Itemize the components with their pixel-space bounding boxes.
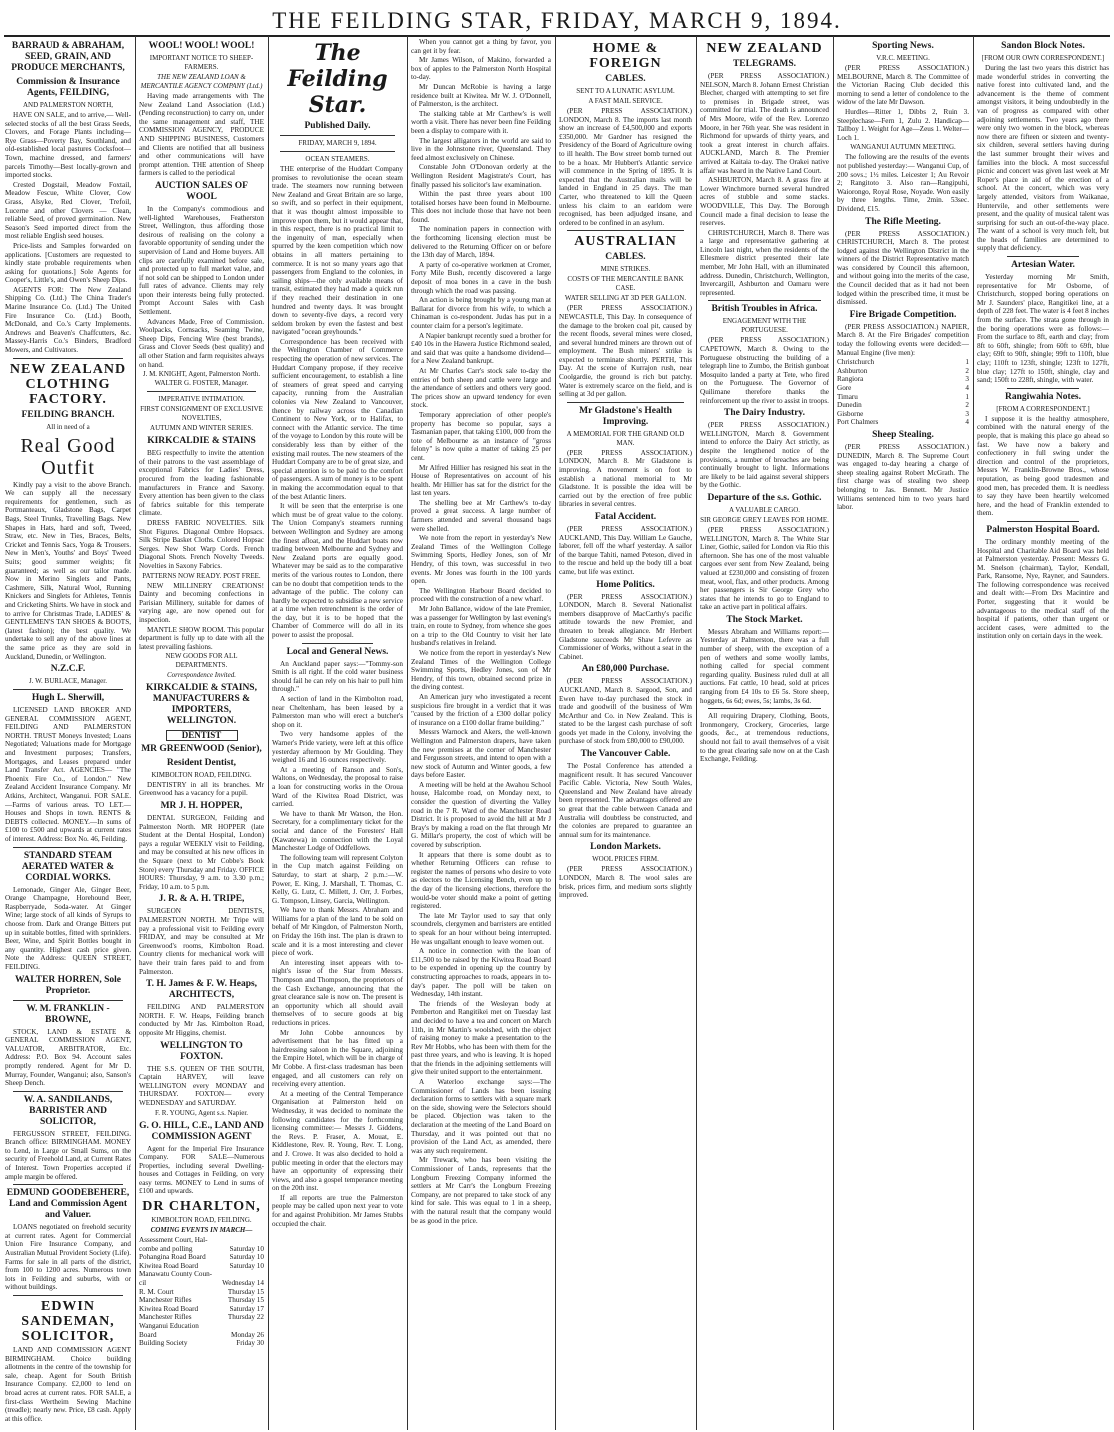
divider (708, 708, 821, 709)
wanganui-autumn-sub: WANGANUI AUTUMN MEETING. (850, 143, 956, 152)
column-divider (135, 36, 136, 1430)
dairy-heading: The Dairy Industry. (723, 408, 806, 419)
palmerston-sub: AND PALMERSTON NORTH, (22, 101, 113, 109)
news-item: The shelling bee at Mr Carthew's to-day proved a great success. A large number of farmers attended and several thousand bags were shelled. (411, 498, 551, 533)
event-day-date: Saturday 10 (229, 1244, 264, 1253)
brigade-name: Timaru (837, 392, 858, 401)
charlton-heading: DR CHARLTON, (142, 1199, 261, 1215)
news-item: A section of land in the Kimbolton road, near Cheltenham, has been leased by a Palmerston man who will erect a butcher's shop on it. (272, 695, 403, 729)
event-row (139, 1322, 264, 1331)
news-item: The nomination papers in connection with the forthcoming licensing election must be delivered to the Returning Officer on or before the 13th day of March, 1894. (411, 225, 551, 260)
news-item: The stalking table at Mr Carthew's is well worth a visit. There has never been fine Feilding been a display to compare with it. (411, 109, 551, 135)
cash-exchange-notice: All requiring Drapery, Clothing, Boots, Ironmongery, Crockery, Groceries, large goods, &c., at tremendous reductions, should not fail to avail themselves of a visit to the great clearing sale now on at the Cash Exchange, Feilding. (700, 712, 829, 764)
london-markets-heading: London Markets. (590, 842, 661, 853)
gothic-departure-heading: Departure of the s.s. Gothic. (707, 492, 822, 503)
sandeman-body: LAND AND COMMISSION AGENT BIRMINGHAM. Choice building allotments in the centre of the township for sale, cheap. Agent for South British Insurance Company. £2,000 to lend on broad acres at current rates. FOR SALE, a first-class Wertheim Sewing Machine (treadle); nearly new. Price, £8 cash. Apply at this office. (5, 1346, 131, 1423)
sporting-heading: Sporting News. (872, 41, 934, 51)
column-divider (973, 36, 974, 1430)
hill-body: Agent for the Imperial Fire Insurance Company. FOR SALE—Numerous Properties, including several Dwelling-houses and Cottages in Feilding, on very easy terms. MONEY to Lend in sums of £100 and upwards. (139, 1144, 264, 1196)
mcknight-signature: J. M. KNIGHT, Agent, Palmerston North. WALTER G. FOSTER, Manager. (142, 370, 261, 388)
news-item: We have to thank Mr Watson, the Hon. Secretary, for a complimentary ticket for the social and dance of the Foresters' Hall (Kawatewa) in connection with the Loyal Manchester Lodge of Oddfellows. (272, 809, 403, 853)
wanganui-body: The following are the results of the events not published yesterday:— Wanganui Cup, of 200 sovs.; 1½ miles. Leicester 1; Au Revoir 2; Rangitoto 3. Also ran—Rangipuhi, Waiorongo, Royal Rose, Noyade. Won easily by three lengths. Time, 2min. 53sec. Dividend, £15. (837, 153, 969, 213)
hopper-body: DENTAL SURGEON, Feilding and Palmerston North. MR HOPPER (late Student at the Dental Hospital, London) pays a regular WEEKLY visit to Feilding, and may be consulted at his new offices in the Square (next to Mr Cobbe's Book Store) every Thursday and Friday. OFFICE HOURS: Thursday, 9 a.m. to 3.30 p.m.; Friday, 10 a.m. to 5 p.m. (139, 814, 264, 891)
brigade-name: Christchurch (837, 358, 875, 367)
bank-costs: COSTS OF THE MERCANTILE BANK CASE. (567, 275, 684, 293)
news-item: Mr Duncan McRobie is having a large residence built at Kiwitea. Mr W. J. O'Donnell, of Palmerston, is the architect. (411, 82, 551, 109)
event-day-date: Saturday 17 (229, 1304, 264, 1313)
news-item: We have to thank Messrs. Abraham and Williams for a plan of the land to be sold on behalf of Mr Kingdon, of Palmerston North, on Friday the 16th inst. The plan is drawn to scale and it is a most interesting and clever piece of work. (272, 906, 403, 958)
news-item: At Mr Charles Carr's stock sale to-day the entries of both sheep and cattle were large and the attendance of settlers and others very good. The prices show an upward tendency for even stock. (411, 366, 551, 410)
news-item: Constable John O'Donovan orderly at the Wellington Resident Magistrate's Court, has finally passed his solicitor's law examination. (411, 163, 551, 189)
coming-events-heading: COMING EVENTS IN MARCH— (150, 1226, 253, 1235)
fire-result-row (837, 367, 969, 376)
brigade-name: Gisborne (837, 409, 864, 418)
tripe-body: SURGEON DENTISTS, PALMERSTON NORTH. Mr Tripe will pay a professional visit to Feilding every FRIDAY, and may be consulted at Mr Greenwood's rooms, Kimbolton Road. Country clients for mechanical work will have their train fares paid to and from Palmerston. (139, 907, 264, 976)
column-divider (407, 36, 408, 1430)
column-3-editorial (272, 38, 403, 1430)
home-foreign-body: (PER PRESS ASSOCIATION.) LONDON, March 8. The imports last month show an increase of £4,500,000 and exports £350,000. Mr Gardner has resigned the Presidency of the Board of Agriculture owing to ill health. The Bow street bomb turned out to be a hoax. Mr Hubbert's Atlantic service will commence in the Spring of 1895. It is expected that the Australian mails will be landed in England in 25 days. The man Carter, who threatened to kill the Queen unless his claim to an earldom were recognised, has been adjudged insane, and ordered to be confined in an asylum. (559, 107, 692, 227)
event-name: Kiwitea Road Board (139, 1304, 199, 1313)
divider (567, 230, 684, 231)
kirkcaldie-footer: KIRKCALDIE & STAINS, MANUFACTURERS & IMPORTERS, WELLINGTON. (146, 683, 257, 727)
horren-heading: WALTER HORREN, Sole Proprietor. (14, 974, 122, 996)
news-item: Mr Trewark, who has been visiting the Commissioner of Lands, represents that the Longburn Freezing Company informed the settlers at Mr Carr's the Longburn Freezing Company, are not prepared to take stock of any kind for sale. This was equal to 1 in a sheep, with the natural result that the company would be as good in the price. (411, 1156, 551, 1225)
event-day-date: Thursday 22 (227, 1313, 264, 1322)
news-item: Messrs Warnock and Akers, the well-known Wellington and Palmerston drapers, have taken the new premises at the corner of Manchester and Fergusson streets, and intend to open with a new stock of Autumn and Winter goods, a few days before Easter. (411, 728, 551, 780)
ashburton-telegram: ASHBURTON, March 8. A grass fire at Lower Winchmore burned several hundred acres of stubble and some stacks. WOODVILLE, This Day. The Borough Council made a final decision to lease the reserves. (700, 176, 829, 228)
outfit-body: Kindly pay a visit to the above Branch. We can supply all the necessary requirements for gentlemen, such as Portmanteaux, Gladstone Bags, Carpet Bags, Steel Trunks, Travelling Bags. New Shapes in Hats, hard and soft, Tweed, Straw, etc. New in Ties, Braces, Belts, Cricket and Tennis Sacs, Yoga & Trousers. New in Men's, Youths' and Boys' Tweed Suits; good summer weights; fit guaranteed; as well as our tailor made. Now in Merino Singlets and Pants, Cashmere, Silk, Natural Wool, Running Knickers and Singlets for Athletes, Tennis and Cricketing Shirts. We have in stock and to arrive for Christmas Trade, LADIES' & GENTLEMEN'S TAN SHOES & BOOTS, (latest fashion); the best quality. We undertake to sell any of the above lines at the same price as they are sold in Auckland, Dunedin, or Wellington. (5, 480, 131, 661)
news-item: An interesting inset appears with to-night's issue of the Star from Messrs. Thompson and Thompson, the proprietors of the Cash Exchange, announcing that the great clearance sale is now on. The present is an opportunity which all should avail themselves of to secure goods at big reductions in prices. (272, 958, 403, 1027)
news-item: It appears that there is some doubt as to whether Returning Officers can refuse to register the names of persons who desire to vote as electors to the Licensing Bench, even up to the day of the licensing elections, therefore the would-be voter should make a point of getting registered. (411, 850, 551, 911)
column-divider (696, 36, 697, 1430)
issue-date: FRIDAY, MARCH 9, 1894. (298, 139, 377, 147)
water-selling: WATER SELLING AT 3D PER GALLON. (564, 294, 687, 303)
event-name: Building Society (139, 1339, 188, 1348)
event-name: R. M. Court (139, 1287, 174, 1296)
news-item: Mr John Ballance, widow of the late Premier, was a passenger for Wellington by last evening's train, en route to Sydney, from whence she goes on a trip to the Old Country to visit her late husband's relatives in Ireland. (411, 605, 551, 648)
sheep-stealing-heading: Sheep Stealing. (872, 429, 934, 440)
news-item: The Wellington Harbour Board decided to proceed with the construction of a new wharf. (411, 586, 551, 604)
wool-sub: IMPORTANT NOTICE TO SHEEP-FARMERS. (149, 54, 254, 71)
fast-mail-sub: A FAST MAIL SERVICE. (588, 97, 663, 105)
home-foreign-heading: HOME & FOREIGN (589, 41, 662, 71)
sir-george-sub: SIR GEORGE GREY LEAVES FOR HOME. (700, 515, 829, 524)
event-name: cil (139, 1279, 147, 1288)
telegrams-heading: TELEGRAMS. (732, 59, 797, 69)
event-row (139, 1279, 264, 1288)
divider (13, 847, 123, 848)
new-goods: NEW GOODS FOR ALL DEPARTMENTS. (165, 652, 238, 670)
column-1-advertisements (5, 38, 131, 1430)
newspaper-title: The Feilding Star. (287, 40, 388, 118)
divider (13, 689, 123, 690)
news-item: An American jury who investigated a recent suspicious fire brought in a verdict that it was "caused by the friction of a £300 dollar policy of insurance on a £100 dollar frame building." (411, 692, 551, 727)
gothic-departure-body: (PER PRESS ASSOCIATION.) WELLINGTON, March 8. The White Star Liner, Gothic, sailed for London via Rio this afternoon. She has one of the most valuable cargoes ever sent from New Zealand, being valued at £230,000 and consisting of frozen meat, wool, flax, and other products. Among her passengers is Sir George Grey who states that he intends to go to England to take an active part in political affairs. (700, 525, 829, 612)
event-name: Pohangina Road Board (139, 1253, 206, 1262)
gladstone-heading: Mr Gladstone's Health Improving. (579, 405, 672, 427)
wool-heading: WOOL! WOOL! WOOL! (148, 41, 255, 51)
vrc-sub: V.R.C. MEETING. (876, 54, 930, 62)
event-row (139, 1339, 264, 1348)
event-name: Wanganui Education (139, 1322, 199, 1330)
divider (708, 300, 821, 301)
event-row (139, 1262, 264, 1271)
australian-cables: CABLES. (605, 252, 646, 263)
published-daily: Published Daily. (304, 121, 371, 131)
divider (13, 1000, 123, 1001)
news-item: The largest alligators in the world are said to live in the Johnstone river, Queensland. They feed almost exclusively on Chinese. (411, 136, 551, 162)
event-day-date: Thursday 15 (227, 1287, 264, 1296)
divider (567, 402, 684, 403)
sandon-heading: Sandon Block Notes. (1001, 41, 1085, 51)
loan-body: Having made arrangements with The New Zealand Land Association (Ltd.) (Pending reconstruction) to carry on, under the same management and staff, THE COMMISSION AGENCY, PRODUCE AND SHIPPING BUSINESS, Customers and Clients are notified that all business and other communications will have prompt attention. THE attention of Sheep farmers is called to the periodical (139, 92, 264, 178)
event-row (139, 1331, 264, 1340)
goodebehere-heading: EDMUND GOODEBEHERE, Land and Commission Agent and Valuer. (6, 1188, 130, 1221)
imperative-heading: IMPERATIVE INTIMATION. (158, 395, 245, 404)
divider (13, 1184, 123, 1185)
event-row (139, 1236, 264, 1245)
news-item: An Auckland paper says:—"Tommy-son Smith is all right. If the cold water business should fail he can rely on his hair to pull him through." (272, 659, 403, 694)
brigade-place: 4 (965, 384, 969, 392)
vancouver-heading: The Vancouver Cable. (580, 749, 671, 760)
kirkcaldie-heading: KIRKCALDIE & STAINS (147, 436, 256, 447)
event-day-date: Saturday 10 (229, 1253, 264, 1262)
first-consignment: FIRST CONSIGNMENT OF EXCLUSIVE NOVELTIES, (140, 405, 263, 423)
event-name: Manawatu County Coun- (139, 1270, 213, 1279)
browne-body: STOCK, LAND & ESTATE & GENERAL COMMISSION AGENT, VALUATOR, ARBITRATOR, Etc. Address: P.O. Box 94. Account sales promptly rendered. Agent for Mr D. Murray, Founder, Wanganui; also, Sanson's Sheep Dench. (5, 1027, 131, 1088)
event-row (139, 1288, 264, 1297)
editorial-para-3: It will be seen that the enterprise is one which must be of great value to the colony. The Union Company's steamers running between Wellington and Sydney are among the finest afloat, and the Huddart boats now trading between Melbourne and Sydney and New Zealand ports are equally good. Whatever may be said as to the comparative merits of the various routes to London, there can be no doubt that competition tends to the advantage of the public. The colony can hardly be expected to subsidise a new service at a time when retrenchment is the order of the day, but it is to be hoped that the Chamber of Commerce will do all in its power to assist the proposal. (272, 502, 403, 640)
ocean-steamers-heading: OCEAN STEAMERS. (305, 155, 370, 163)
column-divider (555, 36, 556, 1430)
rifle-body: (PER PRESS ASSOCIATION.) CHRISTCHURCH, March 8. The protest lodged against the Wellington District in the winners of the District Representative match was considered by Council this afternoon, and without going into the merits of the case, the Council decided that as it had not been lodged within the prescribed time, it must be dismissed. (837, 229, 969, 307)
event-name: Manchester Rifles (139, 1296, 192, 1305)
sheep-stealing-body: (PER PRESS ASSOCIATION.) DUNEDIN, March 8. The Supreme Court was engaged to-day hearing a charge of sheep stealing against Robert McGrath. The first charge was of stealing two sheep belonging to Jas. Bennett. Mr Justice Williams sentenced him to two years hard labor. (837, 442, 969, 512)
dairy-body: (PER PRESS ASSOCIATION.) WELLINGTON, March 8. Government intend to enforce the Dairy Act strictly, as despite the lengthened notice of the provisions, a number of breaches are being continually brought to light. Informations are likely to be laid against several shippers by the Gothic. (700, 421, 829, 490)
news-item: Mr Alfred Hillier has resigned his seat in the House of Representatives on account of his health. Mr Hillier has sat for the district for the last ten years. (411, 463, 551, 498)
goodebehere-body: LOANS negotiated on freehold security at current rates. Agent for Commercial Union Fire Insurance Company, and Australian Mutual Provident Society (Life). Farms for sale in all parts of the district, from 100 to 1200 acres. Numerous town lots in Feilding and suburbs, with or without buildings. (5, 1223, 131, 1292)
divider (280, 135, 395, 136)
heaps-body: FEILDING AND PALMERSTON NORTH. F. W. Heaps, Feilding branch conducted by Mr Jas. Kimbolton Road, opposite Mr Higgins, chemist. (139, 1003, 264, 1037)
foxton-body: THE S.S. QUEEN OF THE SOUTH, Captain HARVEY, will leave WELLINGTON every MONDAY and THURSDAY. FOXTON— every WEDNESDAY and SATURDAY. (139, 1064, 264, 1107)
autumn-series: AUTUMN AND WINTER SERIES. (150, 424, 253, 433)
news-item: At a meeting of the Central Temperance Organisation at Palmerston held on Wednesday, it was decided to nominate the following candidates for the forthcoming licensing committee:— Messrs J. Giddens, the Revs. P. Fraser, A. Mouat, E. Kiddlestone, Rev. R. Young, Rev. T. Long, and J. Crowe. It was also decided to hold a public meeting in order that the electors may have an opportunity of expressing their views, and also a gospel temperance meeting on the 20th inst. (272, 1089, 403, 1193)
event-name: combe and polling (139, 1244, 193, 1253)
event-name: Kiwitea Road Board (139, 1261, 199, 1270)
local-news-heading: Local and General News. (286, 646, 389, 657)
news-item: A meeting will be held at the Awahou School house, Halcombe road, on Monday next, to consider the question of diverting the Valley road in the 7 R. Ward of the Manchester Road District. It is proposed to avoid the hill at Mr J Bray's by making a road on the flat through Mr G. Millar's property, the cost of which will be covered by subscription. (411, 780, 551, 850)
greenwood-body: DENTISTRY in all its branches. Mr Greenwood has a vacancy for a pupil. (139, 780, 264, 798)
memorial-sub: A MEMORIAL FOR THE GRAND OLD MAN. (566, 429, 685, 447)
agents-list: AGENTS FOR: The New Zealand Shipping Co. (Ltd.) The China Trader's Marine Insurance Co. (Ltd.) The United Fire Insurance Co. (Ltd.) Booth, McDonald, and Co.'s Carty Implements. Andrews and Beaven's Chaffcutters, &c. Massey-Harris Co.'s Binders, Bradford Mowers, and Cultivators. (5, 285, 131, 355)
aerated-water-body: Lemonade, Ginger Ale, Ginger Beer, Orange Champagne, Horehound Beer, Raspberryade, Soda-water. At Ginger Wine; large stock of all kinds of Syrups to choose from. Dark and Orange Bitters put up in suitable bottles, fitted with sprinklers. Beer, Wine, and Spirit Bottles bought in any quantity. Highest cash price given. Note the Address: QUEEN STREET, FEILDING. (5, 885, 131, 971)
commission-heading: Commission & Insurance Agents, FEILDING, (16, 77, 120, 98)
news-item: We notice from the report in yesterday's New Zealand Times of the Wellington College Swimming Sports, Hedley Jones, son of Mr Hendry, of this town, obtained second prize in the diving contest. (411, 648, 551, 692)
sandeman-heading: EDWIN SANDEMAN, SOLICITOR, (21, 1299, 115, 1344)
dress-fabrics: DRESS FABRIC NOVELTIES. Silk Shot Figures. Diagonal Ombre Hopsacs. Silk Stripe Basket Cloths. Colored Hopsac Serges. New Shot Warp Cords. French Diagonal Shots. French Novelty Tweeds. Novelties in Saxony Fabrics. (139, 518, 264, 570)
brigade-place: 1 (965, 392, 969, 401)
browne-heading: W. M. FRANKLIN - BROWNE, (26, 1003, 110, 1025)
column-2-advertisements (139, 38, 264, 1430)
home-politics-heading: Home Politics. (596, 579, 655, 590)
brigade-name: Port Chalmers (837, 418, 879, 427)
aerated-water-heading: STANDARD STEAM AERATED WATER & CORDIAL WORKS. (21, 850, 115, 883)
news-item: If all reports are true the Palmerston people may be called upon next year to vote for and against Prohibition. Mr James Stubbs occupied the chair. (272, 1193, 403, 1228)
hill-heading: G. O. HILL, C.E., LAND AND COMMISSION AGENT (139, 1120, 264, 1142)
auction-body: In the Company's commodious and well-lighted Warehouses, Featherston Street, Wellington, thus affording those desirous of realising on the colony a favorable opportunity of sending under the supervision of Land and Home buyers. All clips are carefully examined before sale, and protected up to full market value, and if not sold can be shipped to London under full rates of advance. Clients may rely upon their interests being fully protected. Prompt Account Sales with Cash Settlement. (139, 204, 264, 317)
news-item: Mr John Cobbe announces by advertisement that he has fitted up a hairdressing saloon in the Square, adjoining the Empire Hotel, which will be in charge of Mr Cobbe. A first-class tradesman has been engaged, and all customers can rely on receiving every attention. (272, 1028, 403, 1089)
brigade-place: 2 (965, 401, 969, 410)
brigade-place: 4 (965, 418, 969, 427)
fire-brigade-body: (PER PRESS ASSOCIATION.) NAPIER, March 8. At the Fire Brigades' competition today the following events were decided:— Manual Engine (five men): (837, 322, 969, 357)
column-divider (833, 36, 834, 1430)
engagement-sub: ENGAGEMENT WITH THE PORTUGUESE. (722, 317, 807, 335)
brigade-name: Gore (837, 384, 852, 392)
australian-body: (PER PRESS ASSOCIATION.) NEWCASTLE, This Day. In consequence of the damage to the broken coal pit, caused by the recent floods, several mines were closed, and several hundred miners are thrown out of employment. The Bush miners' strike is expected to terminate shortly. PERTH, This Day. At the scene of Kurrajon rush, near Coolgardie, the ground is rich but patchy. Water is extremely scarce on the field, and is selling at 3d per gallon. (559, 304, 692, 399)
divider (147, 391, 256, 392)
column-4-local-news (411, 38, 551, 1430)
real-good-outfit: Real Good Outfit (20, 434, 116, 479)
british-africa-heading: British Troubles in Africa. (711, 304, 818, 315)
gladstone-body: (PER PRESS ASSOCIATION.) LONDON, March 8. Mr Gladstone is improving. A movement is on foot to establish a national memorial to Mr Gladstone. It is possible the idea will be carried out by the erection of free public libraries in several centres. (559, 448, 692, 509)
australian-heading: AUSTRALIAN (574, 234, 677, 250)
clothing-factory-heading: NEW ZEALAND CLOTHING FACTORY. (9, 361, 127, 407)
event-row (139, 1270, 264, 1279)
divider (1007, 521, 1079, 522)
young-agent: F. R. YOUNG, Agent s.s. Napier. (154, 1108, 249, 1117)
event-row (139, 1313, 264, 1322)
column-6-telegrams (700, 38, 829, 1430)
mine-strikes: MINE STRIKES. (600, 265, 651, 274)
news-item: Mr James Wilson, of Makino, forwarded a box of apples to the Palmerston North Hospital to-day. (411, 56, 551, 82)
divider (13, 358, 123, 359)
advances: Advances Made, Free of Commission. Woolpacks, Cornsacks, Seaming Twine, Sheep Dips, Fencing Wire (best brands), Grass and Clover Seeds (best quality) and all other Station and farm requisites always on hand. (139, 317, 264, 369)
event-day-date: Friday 30 (236, 1339, 264, 1348)
hopper-heading: MR J. H. HOPPER, (160, 801, 243, 812)
foxton-heading: WELLINGTON TO FOXTON. (160, 1040, 243, 1062)
kimbolton-road: KIMBOLTON ROAD, FEILDING. (151, 770, 252, 779)
feilding-branch: FEILDING BRANCH. (21, 409, 115, 420)
millinery: NEW MILLINERY CREATIONS! Dainty and becoming confections in Parisian Millinery, suitable for dames of varying age, are now opened out for inspection. (139, 581, 264, 624)
vrc-body: (PER PRESS ASSOCIATION.) MELBOURNE, March 8. The Committee of the Victorian Racing Club decided this morning to send a letter of condolence to the widow of the late Mr Dawson. (837, 64, 969, 107)
news-item: A party of co-operative workmen at Cromer, Forty Mile Bush, recently discovered a large deposit of moa bones in a cave in the bush through which the road was passing. (411, 260, 551, 295)
fire-result-row (837, 418, 969, 427)
news-item: When you cannot get a thing by favor, you can get it by fear. (411, 38, 551, 55)
event-row (139, 1296, 264, 1305)
mantle-room: MANTLE SHOW ROOM. This popular department is fully up to date with all the latest prevailing fashions. (139, 625, 264, 651)
event-row (139, 1253, 264, 1262)
greenwood-heading: MR GREENWOOD (Senior), (141, 743, 262, 754)
news-item: Temporary appreciation of other people's property has become so popular, says a Tasmanian paper, that taking £100, 000 from the tote of Melbourne as an instance of "gross felony" is now quite a matter of taking 25 per cent. (411, 410, 551, 462)
news-item: The late Mr Taylor used to say that only scoundrels, clergymen and barristers are entitled to speak for an hour without being interrupted. He was ungallant enough to leave women out. (411, 911, 551, 946)
fatal-accident-body: (PER PRESS ASSOCIATION.) AUCKLAND, This Day. William Le Gauche, laborer, fell off the wharf yesterday. A sailor of the barque Tahiti, named Peteson, dived in to the rescue and held up the body till a boat came, but life was extinct. (559, 525, 692, 576)
divider (1007, 256, 1079, 257)
rangiwahia-sub: [FROM A CORRESPONDENT.] (996, 404, 1090, 413)
purchase-body: (PER PRESS ASSOCIATION.) AUCKLAND, March 8. Sargood, Son, and Ewen have to-day purchased the stock in trade and goodwill of the business of Wm McArthur and Co. in New Zealand. This is stated to be the largest cash purchase of soft goods yet made in the Colony, involving the purchase of stock from £80,000 to £90,000. (559, 677, 692, 746)
divider (13, 1295, 123, 1296)
news-item: Two very handsome apples of the Warner's Pride variety, were left at this office yesterday afternoon by Mr Goulding. They weighed 16 and 16 ounces respectively. (272, 730, 403, 765)
event-row (139, 1305, 264, 1314)
valuable-cargo-sub: A VALUABLE CARGO. (728, 505, 801, 514)
asylum-sub: SENT TO A LUNATIC ASYLUM. (576, 87, 675, 95)
sherwill-heading: Hugh L. Sherwill, (31, 693, 105, 704)
race-results: Hurdles—Ritter 1, Dibbs 2, Ruin 3. Steeplechase—Fern 1, Zulu 2. Handicap—Tallboy 1. Weight for Age—Zeus 1. Welter—Loch 1. (837, 107, 969, 142)
fire-result-row (837, 375, 969, 384)
resident-dentist: Resident Dentist, (166, 757, 237, 768)
hospital-heading: Palmerston Hospital Board. (986, 524, 1100, 535)
column-5-cables (559, 38, 692, 1430)
telegrams-body: (PER PRESS ASSOCIATION.) NELSON, March 8. Johann Ernest Christian Blecher, charged with attempting to set fire to premises in Brigade street, was committed for trial. The death is announced of Mrs Moore, wife of the Rev. Lorenzo Moore, in her 76th year. She was resident in Richmond for upwards of thirty years, and took a great interest in church affairs. AUCKLAND, March 8. The Premier arrived at Kaitaia to-day. The Orakei native affair was heard in the Native Land Court. (700, 72, 829, 175)
editorial-para-1: THE enterprise of the Huddart Company promises to revolutionise the ocean steam trade. The steamers now running between New Zealand and Great Britain are so large, so swift, and so perfect in their equipment, that it was thought almost impossible to improve upon them, but it would appear that, in this respect, there is no practical limit to the ingenuity of man, especially when spurred by the keen competition which now obtains in all matters pertaining to commerce. It is not so many years ago that passengers from England to the colonies, in sailing ships—the only available means of transit, estimated they had made a quick run if they reached their destination in one hundred and twenty days. It was brought down to seventy-five days, a record very seldom broken by even the fastest and best navigated "ocean greyhounds." (272, 165, 403, 337)
event-day-date: Thursday 15 (227, 1296, 264, 1305)
masthead-rule (4, 35, 1110, 37)
sandon-body: During the last two years this district has made wonderful strides in converting the native forest into cultivated land, and the advancement is the theme of comment amongst visitors, it being undoubtedly in the van of progress as compared with other adjoining settlements. Two years ago there were only two women in the block, whereas now there are fifteen or sixteen and twenty-six children, several settlers having during the last summer brought their wives and families into the block. A most successful picnic and concert was given last week at Mr Roper's place in aid of the erection of a school. At the concert, which was very largely attended, visitors from Waikanae, Huntervile, and other settlements were present, and the quality of musical talent was surprising for such an out-of-the-way place. The want of a school is very much felt, but the heads of families are determined to supply that deficiency. (977, 64, 1109, 253)
rifle-heading: The Rifle Meeting. (865, 216, 941, 227)
masthead: THE FEILDING STAR, FRIDAY, MARCH 9, 1894. (272, 8, 842, 33)
dentist-banner: DENTIST (166, 730, 238, 741)
burlace-manager: J. W. BURLACE, Manager. (29, 677, 107, 686)
event-row (139, 1245, 264, 1254)
barraud-body: HAVE ON SALE, and to arrive,— Well-selected stocks of all the best Grass Seeds, Clovers, and Forage Plants including— Rye Grass—Poverty Bay, Southland, and old-established local pastures Cocksfoot—Town, machine dressed, and farmers' parcels Timothy—Best locally-grown and imported stocks. (5, 111, 131, 180)
purchase-heading: An £80,000 Purchase. (581, 664, 670, 675)
vancouver-body: The Postal Conference has attended a magnificent result. It has secured Vancouver Pacific Cable. Victoria, New South Wales, Queensland and New Zealand have already been represented. The advantages offered are so great that the cable between Canada and Australia will doubtless be constructed, and the colonies are prepared to guarantee an annual sum for its maintenance. (559, 762, 692, 839)
sandilands-body: FERGUSSON STREET, FEILDING. Branch office: BIRMINGHAM. MONEY to Lend, in Large or Small Sums, on the security of Freehold Land, at Current Rates of Interest. Town Properties accepted if ample margin be offered. (5, 1129, 131, 1181)
new-zealand-heading: NEW ZEALAND (706, 41, 823, 56)
news-item: A Waterloo exchange says:—The Commissioner of Lands has been issuing declaration forms to settlers with a square mark on the side, showing were the Selectors should be placed. Objection was taken to the declaration at the meeting of the Land Board on Thursday, and it was pointed out that no provision of the Land Act, as amended, there was any such requirement. (411, 1078, 551, 1155)
brigade-place: 2 (965, 366, 969, 375)
brigade-name: Ashburton (837, 366, 868, 375)
brigade-place: 3 (965, 375, 969, 384)
divider (1007, 388, 1079, 389)
seed-list: Crested Dogstail, Meadow Foxtail, Meadow Fescue, White Clover, Cow Grass, Alsyke, Red Clover, Trefoil, Lucerne and other Clovers — Clean, reliable Seed, of proved germination. New Season's Seed imported direct from the most reliable English seed houses. (5, 180, 131, 241)
sandilands-heading: W. A. SANDILANDS, BARRISTER AND SOLICITOR, (23, 1094, 113, 1127)
fire-result-row (837, 384, 969, 393)
news-item: A Napier bankrupt recently sued a brother for £40 10s in the Hawera Justice Richmond sealed, and said that was quite a handsome dividend—for a New Zealand bankrupt. (411, 331, 551, 366)
news-item: A notice in connection with the loan of £11,500 to be raised by the Kiwitea Road Board to be expended in opening up the country by constructing approaches to roads, appears in to-day's paper. The poll will be taken on Wednesday, 14th instant. (411, 947, 551, 999)
london-markets-body: (PER PRESS ASSOCIATION.) LONDON, March 8. The wool sales are brisk, prices firm, and medium sorts slightly improved. (559, 865, 692, 900)
stock-market-heading: The Stock Market. (726, 614, 803, 625)
barraud-body-2: Price-lists and Samples forwarded on applications. [Customers are requested to kindly state probable requirements when asking for quotations.] Sole Agents for Cooper's, Little's, and Owen's Sheep Dips. (5, 241, 131, 285)
news-item: We note from the report in yesterday's New Zealand Times of the Wellington College Swimming Sports, Hedley Jones, son of Mr Hendry, of this town, was successful in two events. Mr Jones was fourth in the 100 yards open. (411, 534, 551, 586)
fatal-accident-heading: Fatal Accident. (594, 512, 657, 522)
brigade-place: 1 (965, 358, 969, 367)
event-name: Assessment Court, Hal- (139, 1236, 208, 1245)
column-7-sporting (837, 38, 969, 1430)
column-divider (268, 36, 269, 1430)
column-8-district-notes (977, 38, 1109, 1430)
news-item: The following team will represent Colyton in the Cup match against Feilding on Saturday, to start at sharp, 2 p.m.:—W. Power, E. King, J. Marshall, T. Thomas, C. Kelly, G. Lutz, C. Millett, J. Orr, J. Forbes, G. Tompson, Linsey, Garcia, Wellington. (272, 853, 403, 905)
event-day-date: Monday 26 (231, 1330, 264, 1339)
divider (13, 1091, 123, 1092)
coming-events-list (139, 1236, 264, 1348)
hospital-body: The ordinary monthly meeting of the Hospital and Charitable Aid Board was held at Palmerston yesterday. Present: Messrs G. M. Snelson (chairman), Taylor, Kendall, Park, Ransome, Nye, Rayner, and Saunders. The following correspondence was received and dealt with:—From Drs Macintire and Porter, suggesting that it would be advantageous to the medical staff of the hospital if patients, other than urgent or accident cases, were admitted to the institution only on certain days in the week. (977, 537, 1109, 641)
barraud-heading: BARRAUD & ABRAHAM, SEED, GRAIN, AND PRODUCE MERCHANTS, (11, 41, 125, 73)
british-africa-body: (PER PRESS ASSOCIATION.) CAPETOWN, March 8. Owing to the Portuguese obstructing the building of a telegraph line to Zumbo, the British gunboat Mosquito landed a party at Tete, who fired on the Portuguese. The Governor of Quilimane therefore thanks the reinforcement up the river to assist in troops. (700, 336, 829, 405)
wool-prices-sub: WOOL PRICES FIRM. (592, 855, 659, 864)
stock-market-body: Messrs Abraham and Williams report:—Yesterday at Palmerston, there was a full number of sheep, with the exception of a pen of wethers and some woolly lambs, nothing called for special comment regarding quality. Business ruled dull at all auctions. Fat cattle, 10 head, sold at prices ranging from £4 10s to £6 5s. Store sheep, hoggets, 6s 6d; ewes, 5s; lambs, 3s 6d. (700, 627, 829, 705)
news-item: Within the past three years about 100 totalised horses have been found in Melbourne. This does not include those that have not been found. (411, 190, 551, 224)
nzcf: N.Z.C.F. (50, 664, 86, 675)
sandon-sub: [FROM OUR OWN CORRESPONDENT.] (981, 54, 1105, 62)
event-name: Manchester Rifles (139, 1313, 192, 1322)
fire-result-row (837, 393, 969, 402)
artesian-body: Yesterday morning Mr Smith, representative for Mr Osborne, of Christchurch, stopped boring operations on Mr J. Saunders' place, Rangitikei line, at a depth of 228 feet. The water is 4 feet 8 inches from the surface. The strata gone through in the boring operations were as follows:—From the surface to 8ft, earth and clay; from 8ft to 60ft, shingle; from 60ft to 69ft, blue clay; 69ft to 90ft, shingle; 99ft to 110ft, blue clay; 110ft to 123ft, shingle; 123ft to 127ft, blue clay; 127ft to 150ft, shingle, clay and sand; 150ft to 228ft, shingle, with water. (977, 273, 1109, 385)
fire-result-row (837, 358, 969, 367)
artesian-heading: Artesian Water. (1011, 260, 1075, 271)
charlton-address: KIMBOLTON ROAD, FEILDING. (151, 1216, 252, 1225)
fire-brigade-heading: Fire Brigade Competition. (849, 309, 957, 320)
christchurch-telegram: CHRISTCHURCH, March 8. There was a large and representative gathering at Lincoln last night, when the residents of the Ellesmere district presented their late member, Mr John Hall, with an illuminated address. Dunedin, Christchurch, Wellington, Invercargill, Ashburton and Oamaru were represented. (700, 228, 829, 297)
divider (280, 151, 395, 152)
cables-heading: CABLES. (605, 74, 646, 84)
divider (302, 643, 373, 644)
kirkcaldie-body: BEG respectfully to invite the attention of their patrons to the vast assemblage of exceptional Fabrics for Ladies' Dress, procured from the leading fashionable manufacturers in France and Saxony. Every attention has been given to the class of fabrics suitable for this temperate climate. (139, 449, 264, 518)
all-in-need: All in need of a (46, 422, 90, 431)
brigade-name: Dunedin (837, 401, 862, 410)
heaps-heading: T. H. James & F. W. Heaps, ARCHITECTS, (145, 979, 258, 1001)
tripe-heading: J. R. & A. H. TRIPE, (158, 894, 245, 905)
event-day-date: Wednesday 14 (222, 1279, 264, 1288)
correspondence: Correspondence Invited. (167, 671, 236, 680)
brigade-name: Rangiora (837, 375, 864, 384)
fire-results-table (837, 358, 969, 427)
auction-heading: AUCTION SALES OF WOOL (155, 180, 248, 202)
news-item: At a meeting of Ranson and Son's, Waltons, on Wednesday, the proposal to raise a loan for constructing works in the Oroua Ward of the Kiwitea Road District, was carried. (272, 765, 403, 809)
news-item: An action is being brought by a young man at Ballarat for divorce from his wife, to which a Chinaman is co-respondent. Judas has put in a counter claim for a person's legitimate. (411, 296, 551, 330)
fire-result-row (837, 401, 969, 410)
event-day-date: Saturday 10 (229, 1261, 264, 1270)
editorial-para-2: Correspondence has been received with the Wellington Chamber of Commerce respecting the operation of new services. The Huddart Company propose, if they receive sufficient encouragement, to establish a line of steamers of great speed and carrying capacity, running from the Australian colonies via New Zealand to Vancouver, thence by railway across the Canadian Continent to New York, or to Halifax, to connect with the Atlantic service. The time of the voyage to London by this route will be considerably less than by either of the existing mail routes. The new steamers of the Huddart Company are to be of great size, and special attention is to be paid to the comfort of passengers. A sum of money is to be spent in making the accommodation equal to that of the best Atlantic liners. (272, 337, 403, 501)
rangiwahia-heading: Rangiwahia Notes. (1004, 391, 1081, 402)
rangiwahia-body: I suppose it is the healthy atmosphere, combined with the natural energy of the people, that is making this place go ahead so fast. We have now a bakery and confectionery in full swing under the direction and control of the proprietors, Messrs W. Franklin-Browne Bros., whose reputation, as being good tradesmen and good men, has preceded them. It is needless to say they have been heartily welcomed here, and the head of Franklin extended to them. (977, 414, 1109, 518)
event-name: Board (139, 1330, 157, 1339)
home-politics-body: (PER PRESS ASSOCIATION.) LONDON, March 8. Several Nationalist members disapprove of MacCarthy's pacific attitude towards the new Premier, and threaten to break allegiance. Mr Herbert Gladstone succeeds Mr Shaw Lefevre as Commissioner of Works, without a seat in the Cabinet. (559, 592, 692, 661)
news-item: The friends of the Wesleyan body at Pemberton and Rangitikei met on Tuesday last and decided to have a tea and concert on March 11th, in Mr Martin's woolshed, with the object of raising money to make a presentation to the Rev Mr Hobbs, who has been with them for the past three years, and who is leaving. It is hoped that the friends in the adjoining settlements will give their united support to the entertainment. (411, 999, 551, 1077)
patterns-ready: PATTERNS NOW READY. POST FREE. (142, 571, 261, 580)
fire-result-row (837, 410, 969, 419)
loan-heading: THE NEW ZEALAND LOAN & MERCANTILE AGENCY COMPANY (Ltd.) (140, 73, 263, 90)
brigade-place: 3 (965, 409, 969, 418)
sherwill-body: LICENSED LAND BROKER AND GENERAL COMMISSION AGENT, FEILDING AND PALMERSTON NORTH. TRUST Moneys Invested; Loans Negotiated; Valuations made for Mortgage and Investment purposes; Transfers, Mortgages, and Leases prepared under Land Transfer Act. AGENCIES— "The Phoenix Fire Co., of London." New Zealand Accident Insurance Company. Mr Atkins, Architect, Wanganui. FOR SALE.—Farms of various areas. TO LET.—Houses and Shops in town. RENTS & DEBTS collected. MONEY.—In sums of £100 to £500 and upwards at current rates of interest. Address: Box No. 46, Feilding. (5, 706, 131, 843)
